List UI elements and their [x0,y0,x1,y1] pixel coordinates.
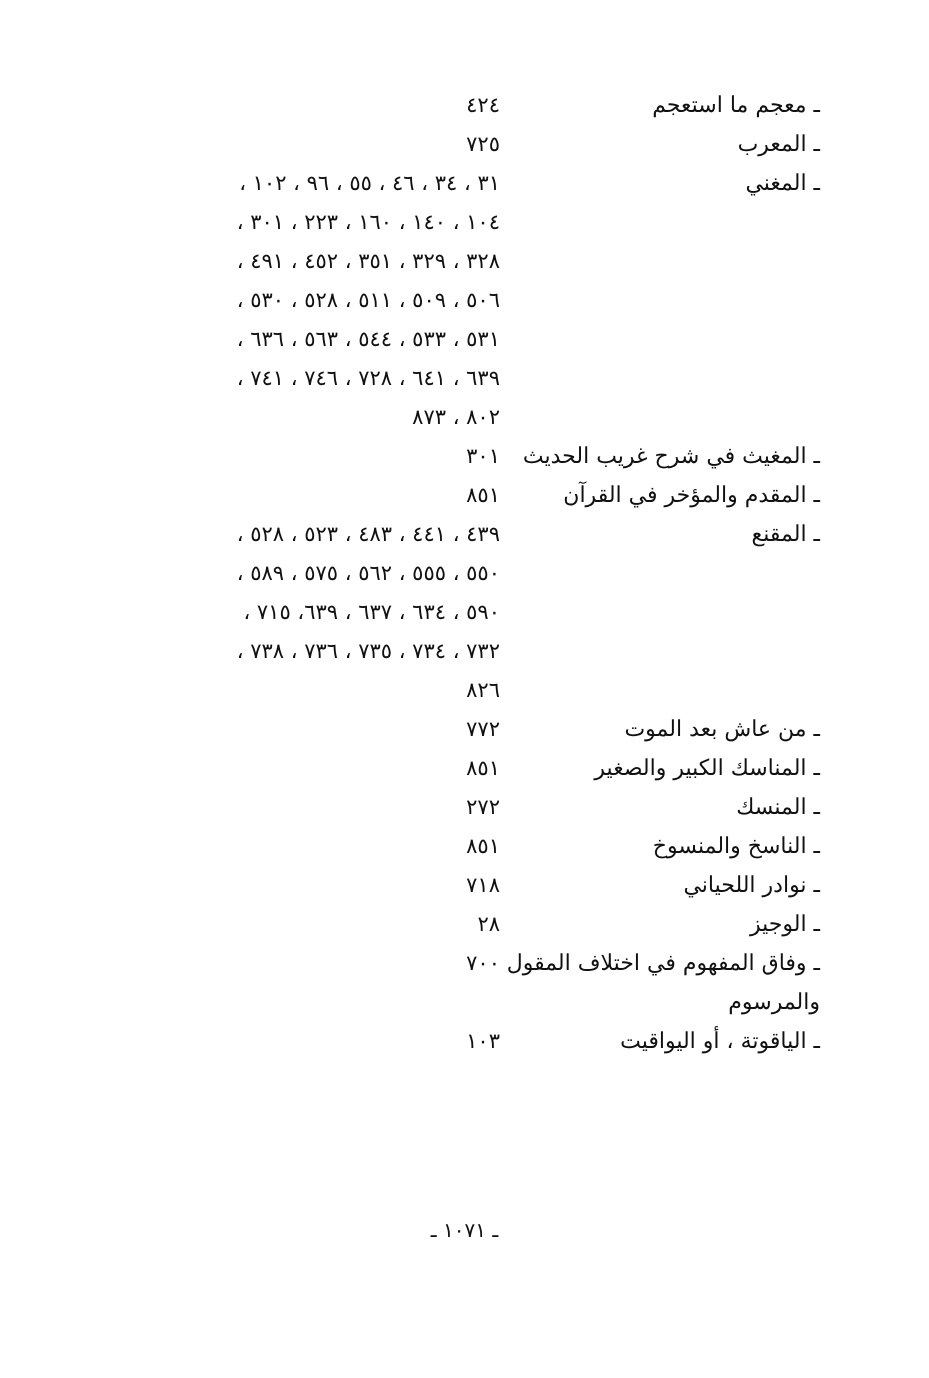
index-entry [140,866,820,905]
entry-page-numbers [140,944,500,983]
index-entry [140,1022,820,1061]
index-entry [140,788,820,827]
page-number-line: ٣٢٨ ، ٣٢٩ ، ٣٥١ ، ٤٥٢ ، ٤٩١ ، [236,249,500,273]
entry-title: ـ المغيث في شرح غريب الحديث [522,444,820,469]
entry-title: ـ المعرب [737,132,820,157]
entry-page-numbers [140,866,500,905]
page-number-line: ٦٣٩ ، ٦٤١ ، ٧٢٨ ، ٧٤٦ ، ٧٤١ ، [236,366,500,390]
page-number-line: ٢٨ [477,912,500,936]
page-number-line: ٤٢٤ [466,93,500,117]
index-entry [140,125,820,164]
index-entry [140,710,820,749]
entry-title: ـ المغني [745,171,820,196]
entry-title: ـ نوادر اللحياني [683,873,820,898]
entry-title: ـ المقنع [751,522,820,547]
entry-page-numbers [140,86,500,125]
index-entry [140,476,820,515]
page-number-line: ٢٧٢ [466,795,500,819]
page-number-line: ٧٧٢ [466,717,500,741]
page-number-line: ٣٠١ [466,444,500,468]
entry-title: ـ المقدم والمؤخر في القرآن [563,483,820,508]
page-number-line: ٥٣١ ، ٥٣٣ ، ٥٤٤ ، ٥٦٣ ، ٦٣٦ ، [236,327,500,351]
page-number-line: ١٠٣ [466,1029,500,1053]
entry-page-numbers [140,1022,500,1061]
entry-title: ـ من عاش بعد الموت [624,717,820,742]
page-number-line: ٨٢٦ [466,678,500,702]
index-entry [140,515,820,710]
entry-title: ـ معجم ما استعجم [652,93,820,118]
entry-title: ـ المنسك [736,795,820,820]
page-number-line: ١٠٤ ، ١٤٠ ، ١٦٠ ، ٢٢٣ ، ٣٠١ ، [236,210,500,234]
entry-page-numbers [140,125,500,164]
entry-title: ـ الوجيز [750,912,820,937]
page-number-line: ٥٠٦ ، ٥٠٩ ، ٥١١ ، ٥٢٨ ، ٥٣٠ ، [236,288,500,312]
entry-page-numbers [140,164,500,437]
index-entry [140,944,820,1022]
page-number-line: ٥٩٠ ، ٦٣٤ ، ٦٣٧ ، ٦٣٩، ٧١٥ ، [243,600,500,624]
page-number-line: ٣١ ، ٣٤ ، ٤٦ ، ٥٥ ، ٩٦ ، ١٠٢ ، [239,171,500,195]
page-number-line: ٤٣٩ ، ٤٤١ ، ٤٨٣ ، ٥٢٣ ، ٥٢٨ ، [236,522,500,546]
page-number-line: ٨٥١ [466,756,500,780]
entry-page-numbers [140,476,500,515]
entry-title: ـ الياقوتة ، أو اليواقيت [620,1029,820,1054]
index-entry [140,749,820,788]
index-entry [140,164,820,437]
page-number-line: ٧٣٢ ، ٧٣٤ ، ٧٣٥ ، ٧٣٦ ، ٧٣٨ ، [236,639,500,663]
page-number: ـ ١٠٧١ ـ [430,1218,499,1242]
entry-page-numbers [140,710,500,749]
entry-page-numbers [140,788,500,827]
entry-page-numbers [140,437,500,476]
entry-title: ـ وفاق المفهوم في اختلاف المقول والمرسوم [506,951,820,1015]
index-entries [140,86,820,1061]
entry-page-numbers [140,905,500,944]
entry-page-numbers [140,515,500,710]
entry-title: ـ الناسخ والمنسوخ [652,834,820,859]
index-entry [140,905,820,944]
entry-title: ـ المناسك الكبير والصغير [594,756,820,781]
entry-page-numbers [140,827,500,866]
index-entry [140,437,820,476]
page-number-line: ٨٥١ [466,834,500,858]
entry-page-numbers [140,749,500,788]
page-number-line: ٨٠٢ ، ٨٧٣ [412,405,500,429]
page-number-line: ٧١٨ [466,873,500,897]
index-entry [140,827,820,866]
page-number-line: ٧٢٥ [466,132,500,156]
page-number-line: ٥٥٠ ، ٥٥٥ ، ٥٦٢ ، ٥٧٥ ، ٥٨٩ ، [236,561,500,585]
index-entry [140,86,820,125]
page-number-line: ٧٠٠ [466,951,500,975]
page-number-line: ٨٥١ [466,483,500,507]
